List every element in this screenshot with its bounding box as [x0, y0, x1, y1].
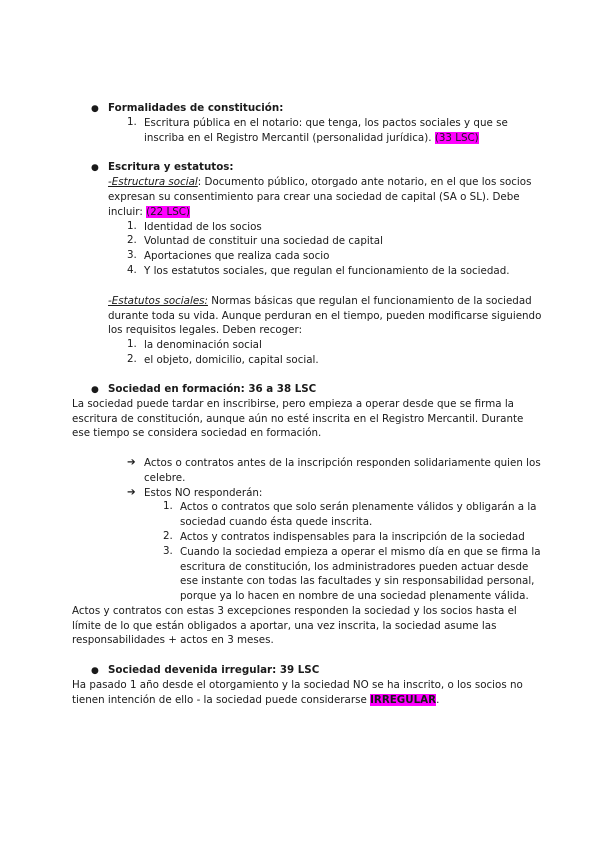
formalidades-item-1: [144, 116, 508, 145]
paragraph-line: responsabilidades + actos en 3 meses.: [72, 634, 274, 647]
sub-list-item: Actos y contratos indispensables para la inscripción de la sociedad: [180, 531, 525, 543]
item-line: Cuando la sociedad empieza a operar el mismo día en que se firma la: [180, 546, 541, 558]
irregular-paragraph: [72, 678, 523, 707]
paragraph-line: ese tiempo se considera sociedad en formación.: [72, 427, 322, 440]
paragraph-line: escritura de constitución, aunque aún no esté inscrita en el Registro Mercantil. Durante: [72, 412, 524, 425]
paragraph-line: expresan su consentimiento para crear una sociedad de capital (SA o SL). Debe: [108, 190, 520, 203]
item-number: 2.: [127, 234, 137, 246]
list-item: Voluntad de constituir una sociedad de capital: [144, 235, 383, 247]
item-line: Actos o contratos que solo serán plenamente válidos y obligarán a la: [180, 501, 537, 513]
list-item: la denominación social: [144, 339, 262, 351]
bullet-formacion: ●: [91, 385, 99, 395]
sub-list-item: [180, 500, 537, 529]
bullet-escritura: ●: [91, 163, 99, 173]
list-item: Aportaciones que realiza cada socio: [144, 250, 330, 262]
paragraph-text: : Documento público, otorgado ante notario, en el que los socios: [197, 176, 532, 188]
item-line: Escritura pública en el notario: que tenga, los pactos sociales y que se: [144, 117, 508, 129]
item-number: 1.: [163, 500, 173, 512]
paragraph-line: [108, 175, 531, 190]
item-number: 1.: [127, 220, 137, 232]
paragraph-line: Actos y contratos con estas 3 excepciones responden la sociedad y los socios hasta el: [72, 605, 517, 617]
paragraph-text: incluir:: [108, 206, 147, 218]
item-line: sociedad cuando ésta quede inscrita.: [180, 515, 373, 528]
paragraph-line: los requisitos legales. Deben recoger:: [108, 324, 303, 337]
paragraph-text: Normas básicas que regulan el funcionamiento de la sociedad: [208, 295, 532, 307]
item-line: ese instante con todas las facultades y sin responsabilidad personal,: [180, 575, 535, 588]
paragraph-line: límite de lo que están obligados a aportar, una vez inscrita, la sociedad asume las: [72, 619, 497, 632]
paragraph-line: [72, 693, 523, 708]
list-item: Y los estatutos sociales, que regulan el funcionamiento de la sociedad.: [144, 265, 510, 277]
paragraph-line: durante toda su vida. Aunque perduran en el tiempo, pueden modificarse siguiendo: [108, 309, 542, 322]
item-line: Actos o contratos antes de la inscripción responden solidariamente quien los: [144, 457, 541, 469]
sub-list-item: [180, 545, 541, 604]
arrow-icon: ➔: [127, 486, 136, 498]
list-item: Identidad de los socios: [144, 221, 262, 233]
bullet-formalidades: ●: [91, 104, 99, 114]
arrow-icon: ➔: [127, 456, 136, 468]
paragraph-line: Ha pasado 1 año desde el otorgamiento y la sociedad NO se ha inscrito, o los socios no: [72, 679, 523, 691]
item-number: 1.: [127, 338, 137, 350]
arrow-item: Estos NO responderán:: [144, 487, 263, 499]
item-line: [144, 131, 508, 146]
heading-formacion: Sociedad en formación: 36 a 38 LSC: [108, 383, 317, 395]
item-number: 1.: [127, 116, 137, 128]
paragraph-line: [108, 205, 190, 220]
paragraph-line: La sociedad puede tardar en inscribirse, pero empieza a operar desde que se firma la: [72, 398, 514, 410]
paragraph-text: .: [436, 693, 440, 706]
irregular-highlight: IRREGULAR: [370, 693, 437, 706]
item-number: 2.: [127, 353, 137, 365]
paragraph-line: [108, 294, 541, 309]
item-line: escritura de constitución, los administradores pueden actuar desde: [180, 560, 529, 573]
item-text: inscriba en el Registro Mercantil (personalidad jurídica).: [144, 131, 435, 144]
closing-paragraph: [72, 604, 517, 648]
paragraph-text: tienen intención de ello - la sociedad puede considerarse: [72, 693, 371, 706]
item-line: porque ya lo hacen en nombre de una sociedad plenamente válida.: [180, 590, 529, 603]
law-reference-highlight: (22 LSC): [146, 206, 190, 218]
item-number: 3.: [163, 545, 173, 557]
law-reference-highlight: (33 LSC): [434, 131, 479, 144]
list-item: el objeto, domicilio, capital social.: [144, 354, 319, 366]
item-number: 3.: [127, 249, 137, 261]
term-estructura-social: -Estructura social: [108, 176, 198, 188]
item-number: 2.: [163, 530, 173, 542]
item-number: 4.: [127, 264, 137, 276]
arrow-item: [144, 456, 541, 485]
heading-irregular: Sociedad devenida irregular: 39 LSC: [108, 664, 320, 676]
heading-escritura: Escritura y estatutos:: [108, 161, 234, 173]
heading-formalidades: Formalidades de constitución:: [108, 102, 284, 114]
bullet-irregular: ●: [91, 666, 99, 676]
formacion-paragraph: [72, 397, 523, 441]
term-estatutos-sociales: -Estatutos sociales:: [108, 295, 208, 307]
estatutos-sociales-paragraph: [108, 294, 541, 338]
estructura-social-paragraph: [108, 175, 531, 204]
item-line: celebre.: [144, 471, 186, 484]
